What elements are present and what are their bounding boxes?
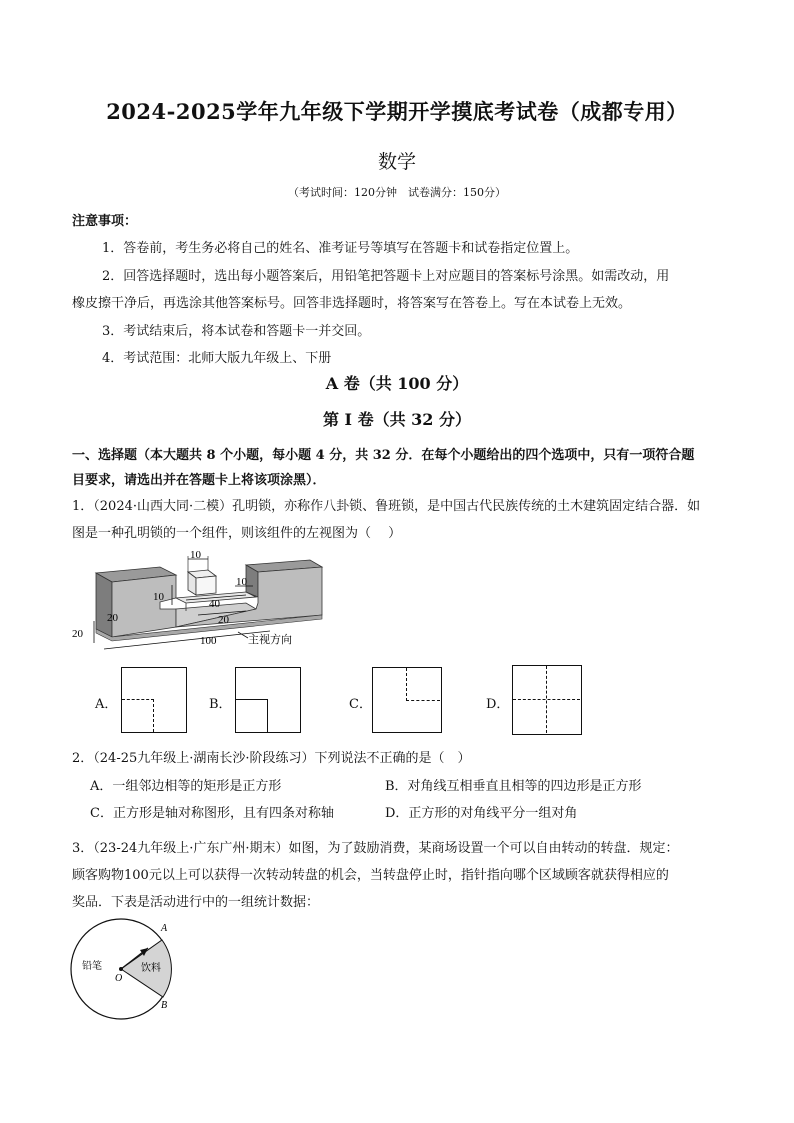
note-item-2-cont: 橡皮擦干净后，再选涂其他答案标号。回答非选择题时，将答案写在答卷上。写在本试卷上无效。 (72, 296, 632, 311)
question-2-stem: 2．（24-25九年级上·湖南长沙·阶段练习）下列说法不正确的是（ ） (72, 751, 471, 766)
note-item-1: 1．答卷前，考生务必将自己的姓名、准考证号等填写在答题卡和试卷指定位置上。 (102, 241, 579, 256)
dim-20-side: 20 (218, 614, 229, 626)
solid-line-vertical (267, 699, 268, 732)
solid-line-horizontal (236, 699, 268, 700)
left-block-face (112, 575, 176, 637)
left-block-front (96, 573, 112, 637)
subject-title: 数学 (377, 151, 416, 173)
q1-option-d-label[interactable]: D． (486, 697, 510, 712)
q1-option-b-figure[interactable] (235, 667, 301, 733)
label-pencil: 铅笔 (82, 961, 102, 972)
notes-heading: 注意事项： (72, 214, 138, 229)
dim-20-front: 20 (107, 612, 118, 624)
question-3-stem: 3．（23-24九年级上·广东广州·期末）如图，为了鼓励消费，某商场设置一个可以自由转动的转盘．规定： (72, 841, 679, 856)
note-item-4: 4．考试范围：北师大版九年级上、下册 (102, 351, 332, 366)
dashed-line-vertical (406, 668, 407, 701)
dashed-line-horizontal (122, 699, 154, 700)
question-3-stem-cont: 顾客购物100元以上可以获得一次转动转盘的机会，当转盘停止时，指针指向哪个区域顾客就获得相应的 (72, 868, 669, 883)
dim-right-10: 10 (236, 576, 247, 588)
q2-option-a[interactable]: A．一组邻边相等的矩形是正方形 (90, 779, 282, 794)
part-one-heading: 第 I 卷（共 32 分） (322, 410, 472, 429)
volume-a-heading: A 卷（共 100 分） (325, 374, 469, 393)
view-direction-label: 主视方向 (248, 633, 292, 646)
note-item-2: 2．回答选择题时，选出每小题答案后，用铅笔把答题卡上对应题目的答案标号涂黑。如需改动，用 (102, 269, 670, 284)
page-title: 2024-2025学年九年级下学期开学摸底考试卷（成都专用） (106, 99, 688, 124)
label-drink: 饮料 (141, 963, 161, 974)
q1-option-b-label[interactable]: B． (209, 697, 232, 712)
view-direction-arrow (238, 632, 248, 638)
dim-top-10: 10 (190, 549, 201, 561)
q1-option-a-label[interactable]: A． (95, 697, 118, 712)
question-1-stem-cont: 图是一种孔明锁的一个组件，则该组件的左视图为（ ） (72, 526, 402, 541)
q2-option-c[interactable]: C．正方形是轴对称图形，且有四条对称轴 (90, 806, 334, 821)
section1-instructions-cont: 目要求，请选出并在答题卡上将该项涂黑）． (72, 473, 326, 488)
dashed-line-horizontal (513, 699, 580, 700)
dashed-line-vertical (153, 699, 154, 732)
dim-40: 40 (209, 598, 220, 610)
label-point-b: B (161, 1000, 168, 1011)
exam-info: （考试时间：120分钟 试卷满分：150分） (288, 186, 506, 199)
note-item-3: 3．考试结束后，将本试卷和答题卡一并交回。 (102, 324, 371, 339)
q2-option-b[interactable]: B．对角线互相垂直且相等的四边形是正方形 (385, 779, 642, 794)
q1-option-a-figure[interactable] (121, 667, 187, 733)
dim-20-bottom: 20 (72, 628, 83, 640)
dashed-line-horizontal (406, 700, 440, 701)
q2-option-d[interactable]: D．正方形的对角线平分一组对角 (385, 806, 578, 821)
label-point-a: A (161, 923, 168, 934)
q1-option-d-figure[interactable] (512, 665, 582, 735)
dim-left-10: 10 (153, 591, 164, 603)
dim-100: 100 (200, 635, 217, 647)
question-1-stem: 1．（2024·山西大同·二模）孔明锁，亦称作八卦锁、鲁班锁，是中国古代民族传统的土木建筑固定结合器．如 (72, 499, 701, 514)
question-3-stem-cont2: 奖品．下表是活动进行中的一组统计数据： (72, 895, 320, 910)
q1-option-c-label[interactable]: C． (349, 697, 372, 712)
small-cube-face (196, 576, 216, 595)
section1-instructions: 一、选择题（本大题共 8 个小题，每小题 4 分，共 32 分．在每个小题给出的四个选项中，只有一项符合题 (72, 448, 695, 463)
spinner-figure (68, 915, 178, 1025)
label-center-o: O (115, 973, 123, 984)
kongming-lock-figure (70, 545, 340, 655)
center-dot (119, 967, 123, 971)
q1-option-c-figure[interactable] (372, 667, 442, 733)
